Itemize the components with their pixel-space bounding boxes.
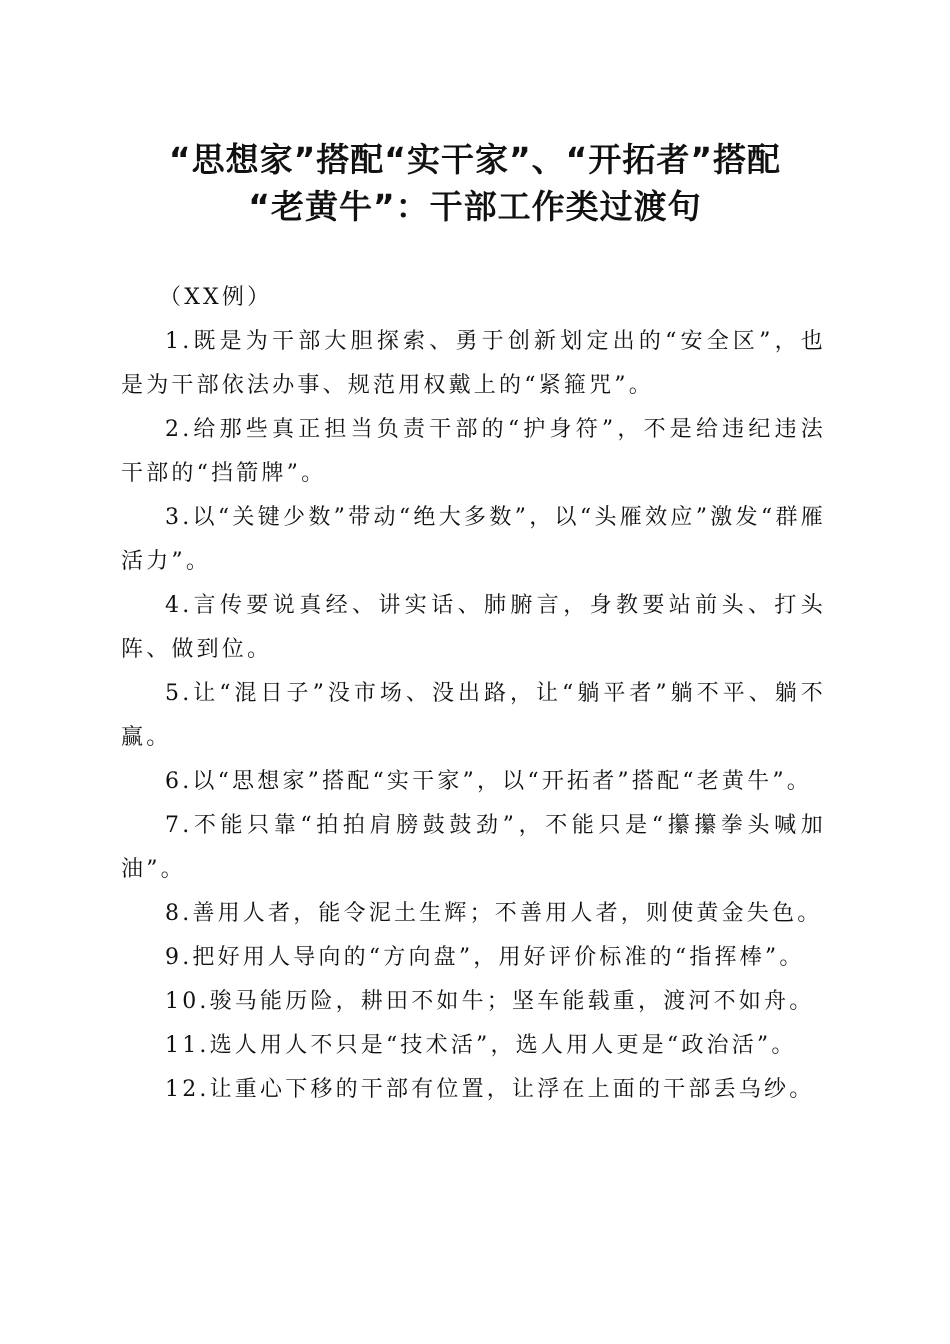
list-item: 9.把好用人导向的“方向盘”，用好评价标准的“指挥棒”。 [165,945,805,970]
list-item: 3.以“关键少数”带动“绝大多数”，以“头雁效应”激发“群雁活力”。 [121,505,826,574]
list-item: 2.给那些真正担当负责干部的“护身符”，不是给违纪违法干部的“挡箭牌”。 [121,417,826,486]
count-note: （XX例） [159,285,273,310]
list-item: 5.让“混日子”没市场、没出路，让“躺平者”躺不平、躺不赢。 [121,681,826,750]
list-item: 10.骏马能历险，耕田不如牛；坚车能载重，渡河不如舟。 [165,989,815,1014]
list-item: 6.以“思想家”搭配“实干家”，以“开拓者”搭配“老黄牛”。 [165,769,812,794]
document-body [121,276,826,1112]
list-item: 7.不能只靠“拍拍肩膀鼓鼓劲”，不能只是“攥攥拳头喊加油”。 [121,813,826,882]
list-item: 4.言传要说真经、讲实话、肺腑言，身教要站前头、打头阵、做到位。 [121,593,826,662]
list-item: 1.既是为干部大胆探索、勇于创新划定出的“安全区”，也是为干部依法办事、规范用权戴上的“紧箍咒”。 [121,329,826,398]
list-item: 12.让重心下移的干部有位置，让浮在上面的干部丢乌纱。 [165,1077,815,1102]
document-title-line-1: “思想家”搭配“实干家”、“开拓者”搭配 [168,140,782,179]
list-item: 11.选人用人不只是“技术活”，选人用人更是“政治活”。 [165,1033,797,1058]
list-item: 8.善用人者，能令泥土生辉；不善用人者，则使黄金失色。 [165,901,823,926]
document-title-line-2: “老黄牛”：干部工作类过渡句 [248,187,702,226]
